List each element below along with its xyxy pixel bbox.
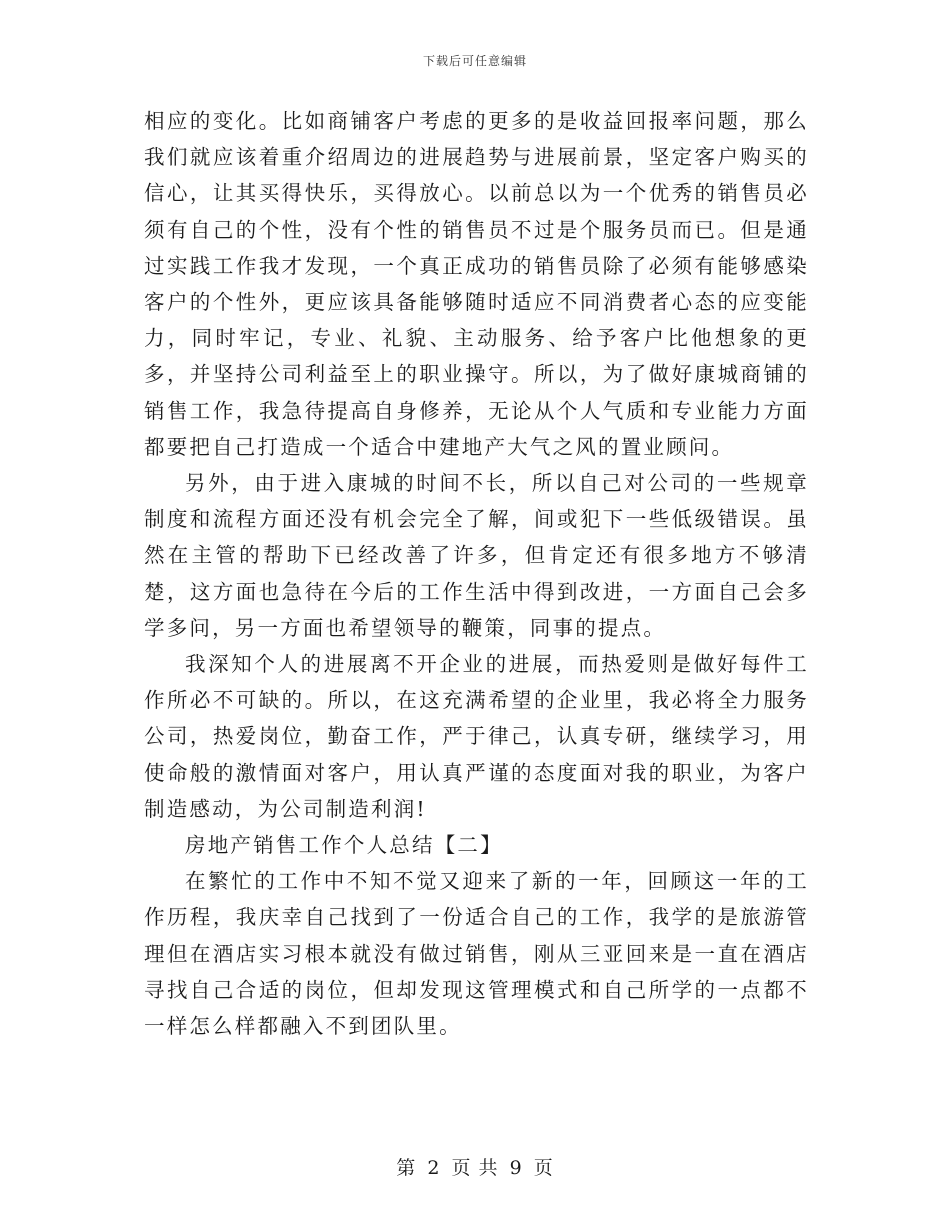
paragraph-4: 在繁忙的工作中不知不觉又迎来了新的一年，回顾这一年的工作历程，我庆幸自己找到了一份适合自己的工作，我学的是旅游管理但在酒店实习根本就没有做过销售，刚从三亚回来是一直在酒店寻找自己合适的岗位，但却发现这管理模式和自己所学的一点都不一样怎么样都融入不到团队里。 — [144, 869, 809, 1039]
page-number: 2 — [427, 1157, 441, 1179]
total-pages: 9 — [509, 1157, 523, 1179]
section-heading: 房地产销售工作个人总结【二】 — [185, 833, 503, 858]
document-body — [144, 103, 809, 1044]
header-note: 下载后可任意编辑 — [422, 54, 527, 68]
page-footer — [0, 1153, 950, 1180]
footer-middle: 页 共 — [451, 1157, 499, 1179]
paragraph-3: 我深知个人的进展离不开企业的进展，而热爱则是做好每件工作所必不可缺的。所以，在这充满希望的企业里，我必将全力服务公司，热爱岗位，勤奋工作，严于律己，认真专研，继续学习，用使命般的激情面对客户，用认真严谨的态度面对我的职业，为客户制造感动，为公司制造利润! — [144, 652, 809, 821]
paragraph-1: 相应的变化。比如商铺客户考虑的更多的是收益回报率问题，那么我们就应该着重介绍周边的进展趋势与进展前景，坚定客户购买的信心，让其买得快乐，买得放心。以前总以为一个优秀的销售员必须有自己的个性，没有个性的销售员不过是个服务员而已。但是通过实践工作我才发现，一个真正成功的销售员除了必须有能够感染客户的个性外，更应该具备能够随时适应不同消费者心态的应变能力，同时牢记，专业、礼貌、主动服务、给予客户比他想象的更多，并坚持公司利益至上的职业操守。所以，为了做好康城商铺的销售工作，我急待提高自身修养，无论从个人气质和专业能力方面都要把自己打造成一个适合中建地产大气之风的置业顾问。 — [144, 109, 809, 459]
footer-prefix: 第 — [396, 1157, 417, 1179]
paragraph-2: 另外，由于进入康城的时间不长，所以自己对公司的一些规章制度和流程方面还没有机会完全了解，间或犯下一些低级错误。虽然在主管的帮助下已经改善了许多，但肯定还有很多地方不够清楚，这方面也急待在今后的工作生活中得到改进，一方面自己会多学多问，另一方面也希望领导的鞭策，同事的提点。 — [144, 471, 809, 640]
footer-suffix: 页 — [533, 1157, 554, 1179]
